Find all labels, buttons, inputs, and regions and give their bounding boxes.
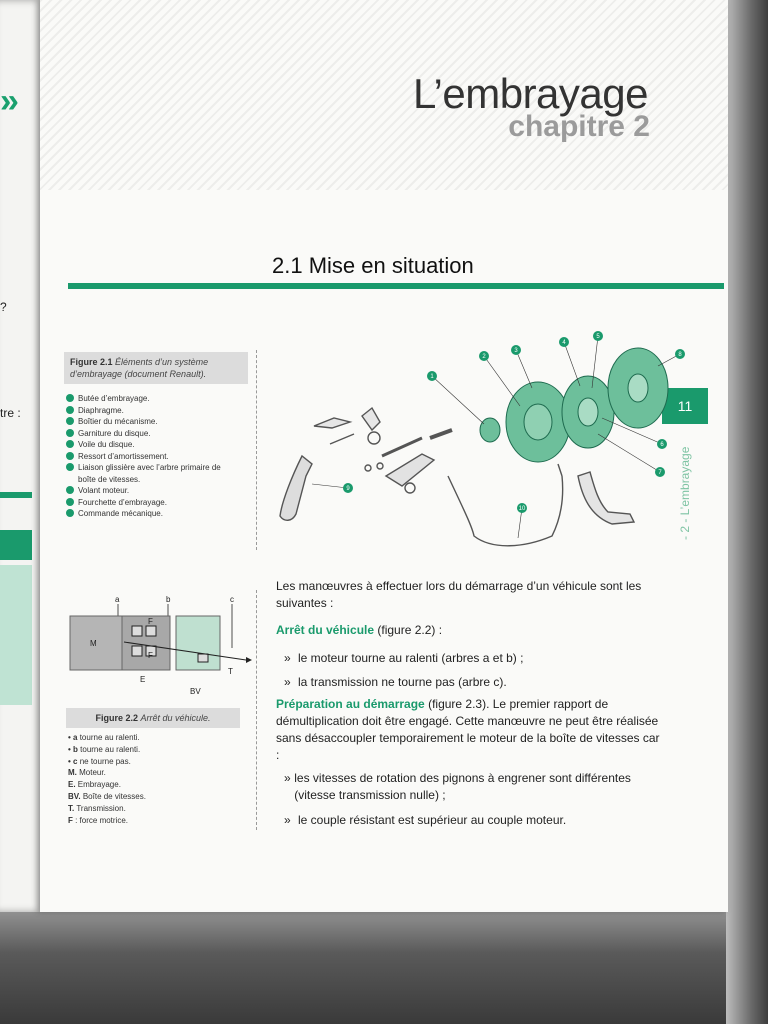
- flywheel-centre-part: [628, 374, 648, 402]
- engine-block: [70, 616, 124, 670]
- legend-item: Ressort d’amortissement.: [66, 451, 236, 463]
- previous-page-light-block: [0, 565, 32, 705]
- legend-bullet-icon: [66, 394, 74, 402]
- stopped-heading: [276, 622, 660, 639]
- shaft-label-b: b: [166, 595, 171, 604]
- callout-label-9: 9: [346, 486, 350, 492]
- cable-part: [448, 476, 563, 546]
- disc-hub-part: [578, 398, 598, 426]
- release-bearing-part: [480, 418, 500, 442]
- callout-label-8: 8: [678, 352, 682, 358]
- fork-part: [280, 456, 312, 520]
- legend-item: Liaison glissière avec l’arbre primaire de boîte de vitesses.: [66, 462, 236, 485]
- figure-2-2-label: Figure 2.2: [95, 713, 138, 723]
- legend-bullet-icon: [66, 417, 74, 425]
- legend-bullet-icon: [66, 452, 74, 460]
- bullet-item: » les vitesses de rotation des pignons à engrener sont différentes (vitesse transmission nulle) ;: [284, 771, 631, 802]
- previous-page-green-block: [0, 530, 32, 560]
- chapter-number: chapitre 2: [508, 110, 650, 143]
- legend-item: • b tourne au ralenti.: [68, 744, 141, 754]
- legend-item: • c ne tourne pas.: [68, 756, 131, 766]
- preparation-heading: Préparation au démarrage: [276, 697, 425, 711]
- previous-page-green-bar: [0, 492, 32, 498]
- transmission-label: T: [228, 667, 233, 676]
- legend-item: • a tourne au ralenti.: [68, 733, 140, 742]
- intro-paragraph: Les manœuvres à effectuer lors du démarrage d’un véhicule sont les suivantes :: [276, 579, 642, 610]
- callout-label-10: 10: [518, 506, 526, 512]
- section-title: 2.1 Mise en situation: [272, 253, 474, 278]
- legend-item: Fourchette d’embrayage.: [66, 497, 236, 509]
- force-label-top: F: [148, 617, 153, 626]
- preparation-paragraph: Préparation au démarrage (figure 2.3). Le premier rapport de démultiplication doit être engagé. Cette manœuvre ne peut être réalisée sans désaccoupler temporairement le moteur de la boîte de vitesses car :: [276, 697, 660, 762]
- callout-label-6: 6: [660, 442, 664, 448]
- rod-part: [430, 430, 452, 438]
- legend-item: BV. Boîte de vitesses.: [68, 791, 146, 801]
- figure-2-1-caption-text: Éléments d’un système d’embrayage (document Renault).: [70, 357, 209, 379]
- legend-bullet-icon: [66, 429, 74, 437]
- scanner-background-bottom: [0, 905, 768, 1024]
- legend-item: Boîtier du mécanisme.: [66, 416, 236, 428]
- washer-part: [368, 432, 380, 444]
- bullet-marker: »: [284, 771, 291, 785]
- callout-label-2: 2: [482, 354, 486, 360]
- chapter-title: L’embrayage: [413, 70, 648, 117]
- legend-bullet-icon: [66, 440, 74, 448]
- nut-part: [377, 463, 383, 469]
- clutch-exploded-view: [262, 326, 682, 558]
- figure-2-1-label: Figure 2.1: [70, 357, 113, 367]
- engine-label: M: [90, 639, 97, 648]
- legend-item: Diaphragme.: [66, 405, 236, 417]
- shaft-label-c: c: [230, 595, 234, 604]
- vehicle-stopped-schematic: [66, 592, 252, 704]
- pin-part: [362, 408, 380, 430]
- figure-2-1-caption: [64, 352, 248, 384]
- legend-item: Commande mécanique.: [66, 508, 236, 520]
- legend-item: Garniture du disque.: [66, 428, 236, 440]
- bullet-item: » la transmission ne tourne pas (arbre c).: [284, 675, 507, 689]
- legend-bullet-icon: [66, 463, 74, 471]
- bullet-item: » le couple résistant est supérieur au couple moteur.: [284, 813, 567, 827]
- legend-item: T. Transmission.: [68, 803, 126, 813]
- scanner-background-right: [726, 0, 768, 1024]
- book-page: [40, 0, 728, 912]
- pedal-part: [578, 472, 634, 524]
- force-label-bottom: F: [148, 651, 153, 660]
- previous-page-text-tre: tre :: [0, 406, 21, 420]
- callout-label-3: 3: [514, 348, 518, 354]
- chapter-logo-fragment: »: [0, 82, 19, 120]
- figure-2-1-legend: [66, 393, 236, 520]
- legend-item: Voile du disque.: [66, 439, 236, 451]
- lever-part: [382, 438, 422, 456]
- legend-item: Volant moteur.: [66, 485, 236, 497]
- shaft-label-a: a: [115, 595, 120, 604]
- legend-bullet-icon: [66, 498, 74, 506]
- figure-2-2-legend: [68, 732, 238, 826]
- gearbox-label: BV: [190, 687, 201, 696]
- page-number-tab: 11: [662, 388, 708, 424]
- bullet-marker: »: [284, 675, 291, 689]
- callout-label-5: 5: [596, 334, 600, 340]
- previous-page-text-q: ?: [0, 300, 7, 314]
- nut-part: [365, 465, 371, 471]
- callout-label-4: 4: [562, 340, 566, 346]
- side-chapter-label-text: - 2 - L’embrayage: [678, 446, 692, 540]
- callout-label-7: 7: [658, 470, 662, 476]
- rocker-part: [386, 454, 434, 486]
- legend-bullet-icon: [66, 406, 74, 414]
- legend-bullet-icon: [66, 486, 74, 494]
- clip-part: [314, 418, 350, 428]
- spring-part: [330, 434, 354, 444]
- legend-bullet-icon: [66, 509, 74, 517]
- legend-item: M. Moteur.: [68, 768, 106, 778]
- stopped-heading-ref: (figure 2.2) :: [374, 623, 443, 637]
- bullet-marker: »: [284, 651, 291, 665]
- legend-item: F : force motrice.: [68, 815, 129, 825]
- legend-item: Butée d’embrayage.: [66, 393, 236, 405]
- bullet-item: » le moteur tourne au ralenti (arbres a et b) ;: [284, 651, 524, 665]
- legend-item: E. Embrayage.: [68, 780, 121, 790]
- column-divider: [256, 350, 257, 550]
- stopped-heading-label: Arrêt du véhicule: [276, 623, 375, 637]
- bolt-part: [405, 483, 415, 493]
- callout-label-1: 1: [430, 374, 434, 380]
- clutch-label: E: [140, 675, 146, 684]
- diaphragm-centre-part: [524, 404, 552, 440]
- figure-2-2-caption-text: Arrêt du véhicule.: [140, 713, 211, 723]
- figure-2-2-caption: [66, 708, 240, 728]
- side-chapter-label: [678, 440, 692, 540]
- section-rule: [68, 283, 724, 289]
- column-divider: [256, 590, 257, 830]
- cable-end-part: [558, 464, 562, 476]
- bullet-marker: »: [284, 813, 291, 827]
